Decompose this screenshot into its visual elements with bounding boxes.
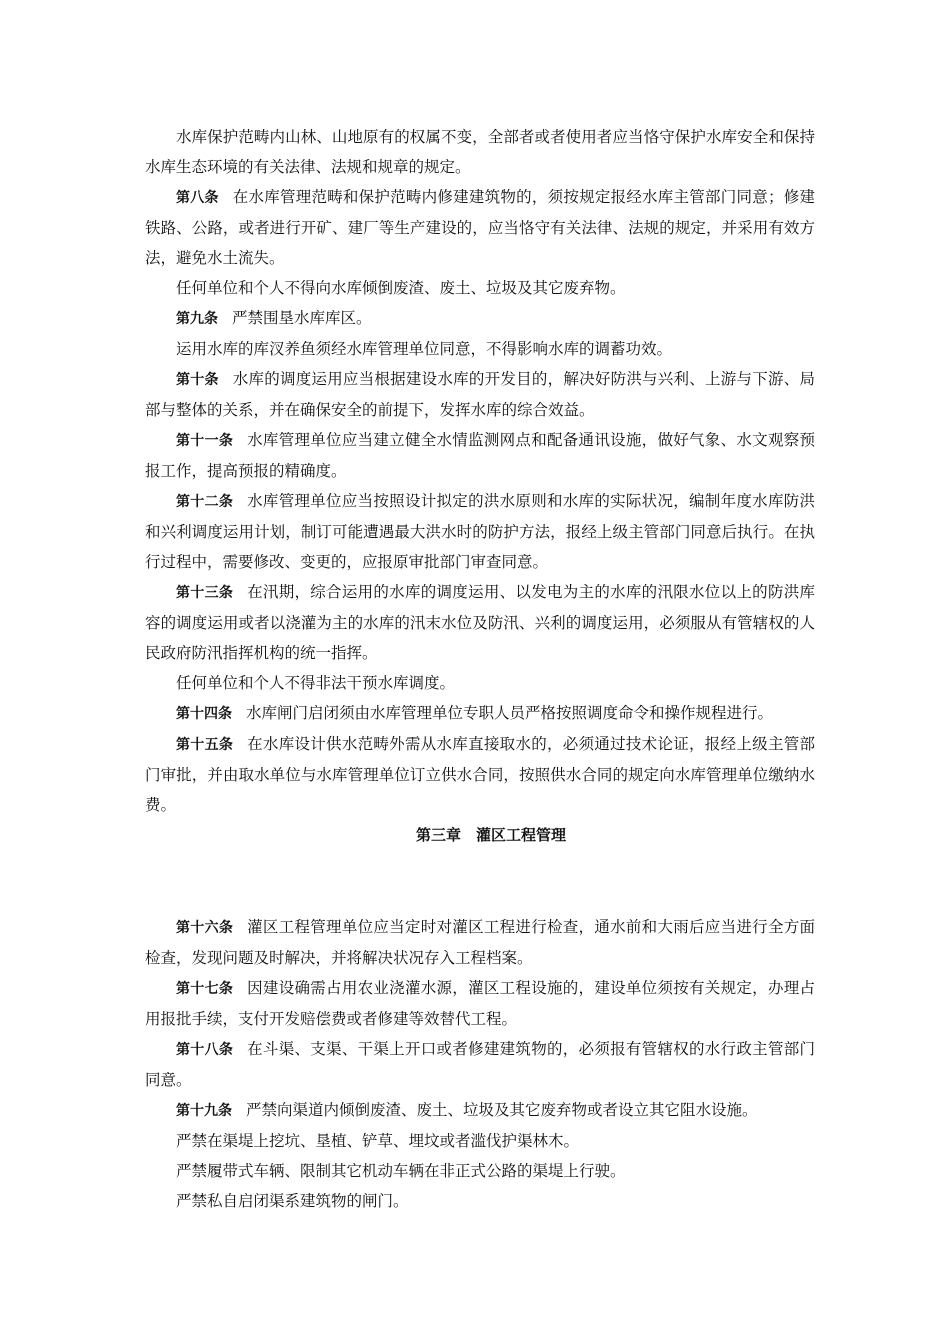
paragraph	[145, 303, 815, 334]
paragraph-text: 水库保护范畴内山林、山地原有的权属不变，全部者或者使用者应当恪守保护水库安全和保持水库生态环境的有关法律、法规和规章的规定。	[145, 128, 815, 176]
article-number: 第十条	[176, 372, 219, 388]
paragraph-text: 在汛期，综合运用的水库的调度运用、以发电为主的水库的汛限水位以上的防洪库容的调度运用或者以浇灌为主的水库的汛末水位及防汛、兴利的调度运用，必须服从有管辖权的人民政府防汛指挥机构的统一指挥。	[145, 583, 816, 662]
paragraph-text: 在水库管理范畴和保护范畴内修建建筑物的，须按规定报经水库主管部门同意；修建铁路、公路，或者进行开矿、建厂等生产建设的，应当恪守有关法律、法规的规定，并采用有效方法，避免水土流失。	[145, 188, 815, 267]
paragraph-text: 运用水库的库汊养鱼须经水库管理单位同意，不得影响水库的调蓄功效。	[176, 340, 673, 358]
paragraph	[145, 729, 815, 820]
paragraph-text: 水库闸门启闭须由水库管理单位专职人员严格按照调度命令和操作规程进行。	[246, 704, 774, 722]
article-number: 第九条	[176, 311, 218, 327]
article-number: 第十五条	[176, 737, 234, 753]
paragraph-text: 严禁履带式车辆、限制其它机动车辆在非正式公路的渠堤上行驶。	[176, 1162, 626, 1180]
paragraph	[145, 122, 815, 182]
paragraph	[145, 334, 815, 364]
section-a	[145, 122, 815, 820]
paragraph-text: 严禁私自启闭渠系建筑物的闸门。	[176, 1192, 409, 1210]
paragraph-text: 在水库设计供水范畴外需从水库直接取水的，必须通过技术论证，报经上级主管部门审批，并由取水单位与水库管理单位订立供水合同，按照供水合同的规定向水库管理单位缴纳水费。	[145, 735, 816, 814]
paragraph	[145, 1034, 815, 1095]
article-number: 第十七条	[176, 981, 234, 997]
article-number: 第十三条	[176, 585, 234, 601]
paragraph-text: 严禁向渠道内倾倒废渣、废土、垃圾及其它废弃物或者设立其它阻水设施。	[246, 1101, 758, 1119]
chapter-title: 第三章 灌区工程管理	[415, 826, 566, 844]
paragraph-text: 严禁围垦水库库区。	[232, 309, 372, 327]
paragraph	[145, 486, 815, 577]
article-number: 第十四条	[176, 706, 232, 722]
paragraph	[145, 182, 815, 273]
paragraph-text: 水库的调度运用应当根据建设水库的开发目的，解决好防洪与兴利、上游与下游、局部与整体的关系，并在确保安全的前提下，发挥水库的综合效益。	[145, 370, 815, 419]
article-number: 第十六条	[176, 920, 234, 936]
paragraph	[145, 1186, 815, 1216]
article-number: 第十一条	[176, 433, 234, 449]
paragraph-text: 任何单位和个人不得向水库倾倒废渣、废土、垃圾及其它废弃物。	[176, 279, 626, 297]
document-page	[145, 122, 815, 1216]
article-number: 第十二条	[176, 494, 234, 510]
article-number: 第八条	[176, 190, 219, 206]
paragraph	[145, 668, 815, 698]
article-number: 第十八条	[176, 1042, 234, 1058]
paragraph	[145, 1126, 815, 1156]
paragraph-text: 严禁在渠堤上挖坑、垦植、铲草、埋坟或者滥伐护渠林木。	[176, 1132, 580, 1150]
paragraph-text: 水库管理单位应当建立健全水情监测网点和配备通讯设施，做好气象、水文观察预报工作，提高预报的精确度。	[145, 431, 816, 480]
paragraph-text: 灌区工程管理单位应当定时对灌区工程进行检查，通水前和大雨后应当进行全方面检查，发现问题及时解决，并将解决状况存入工程档案。	[145, 918, 816, 967]
paragraph-text: 在斗渠、支渠、干渠上开口或者修建建筑物的，必须报有管辖权的水行政主管部门同意。	[145, 1040, 816, 1089]
paragraph	[145, 1156, 815, 1186]
paragraph	[145, 1095, 815, 1126]
paragraph	[145, 912, 815, 973]
paragraph-text: 水库管理单位应当按照设计拟定的洪水原则和水库的实际状况，编制年度水库防洪和兴利调度运用计划，制订可能遭遇最大洪水时的防护方法，报经上级主管部门同意后执行。在执行过程中，需要修改、变更的，应报原审批部门审查同意。	[145, 492, 816, 571]
paragraph	[145, 364, 815, 425]
paragraph	[145, 973, 815, 1034]
paragraph	[145, 577, 815, 668]
paragraph	[145, 425, 815, 486]
paragraph-text: 任何单位和个人不得非法干预水库调度。	[176, 674, 456, 692]
article-number: 第十九条	[176, 1103, 232, 1119]
paragraph	[145, 273, 815, 303]
paragraph-text: 因建设确需占用农业浇灌水源，灌区工程设施的，建设单位须按有关规定，办理占用报批手续，支付开发赔偿费或者修建等效替代工程。	[145, 979, 816, 1028]
paragraph	[145, 698, 815, 729]
section-b	[145, 912, 815, 1216]
